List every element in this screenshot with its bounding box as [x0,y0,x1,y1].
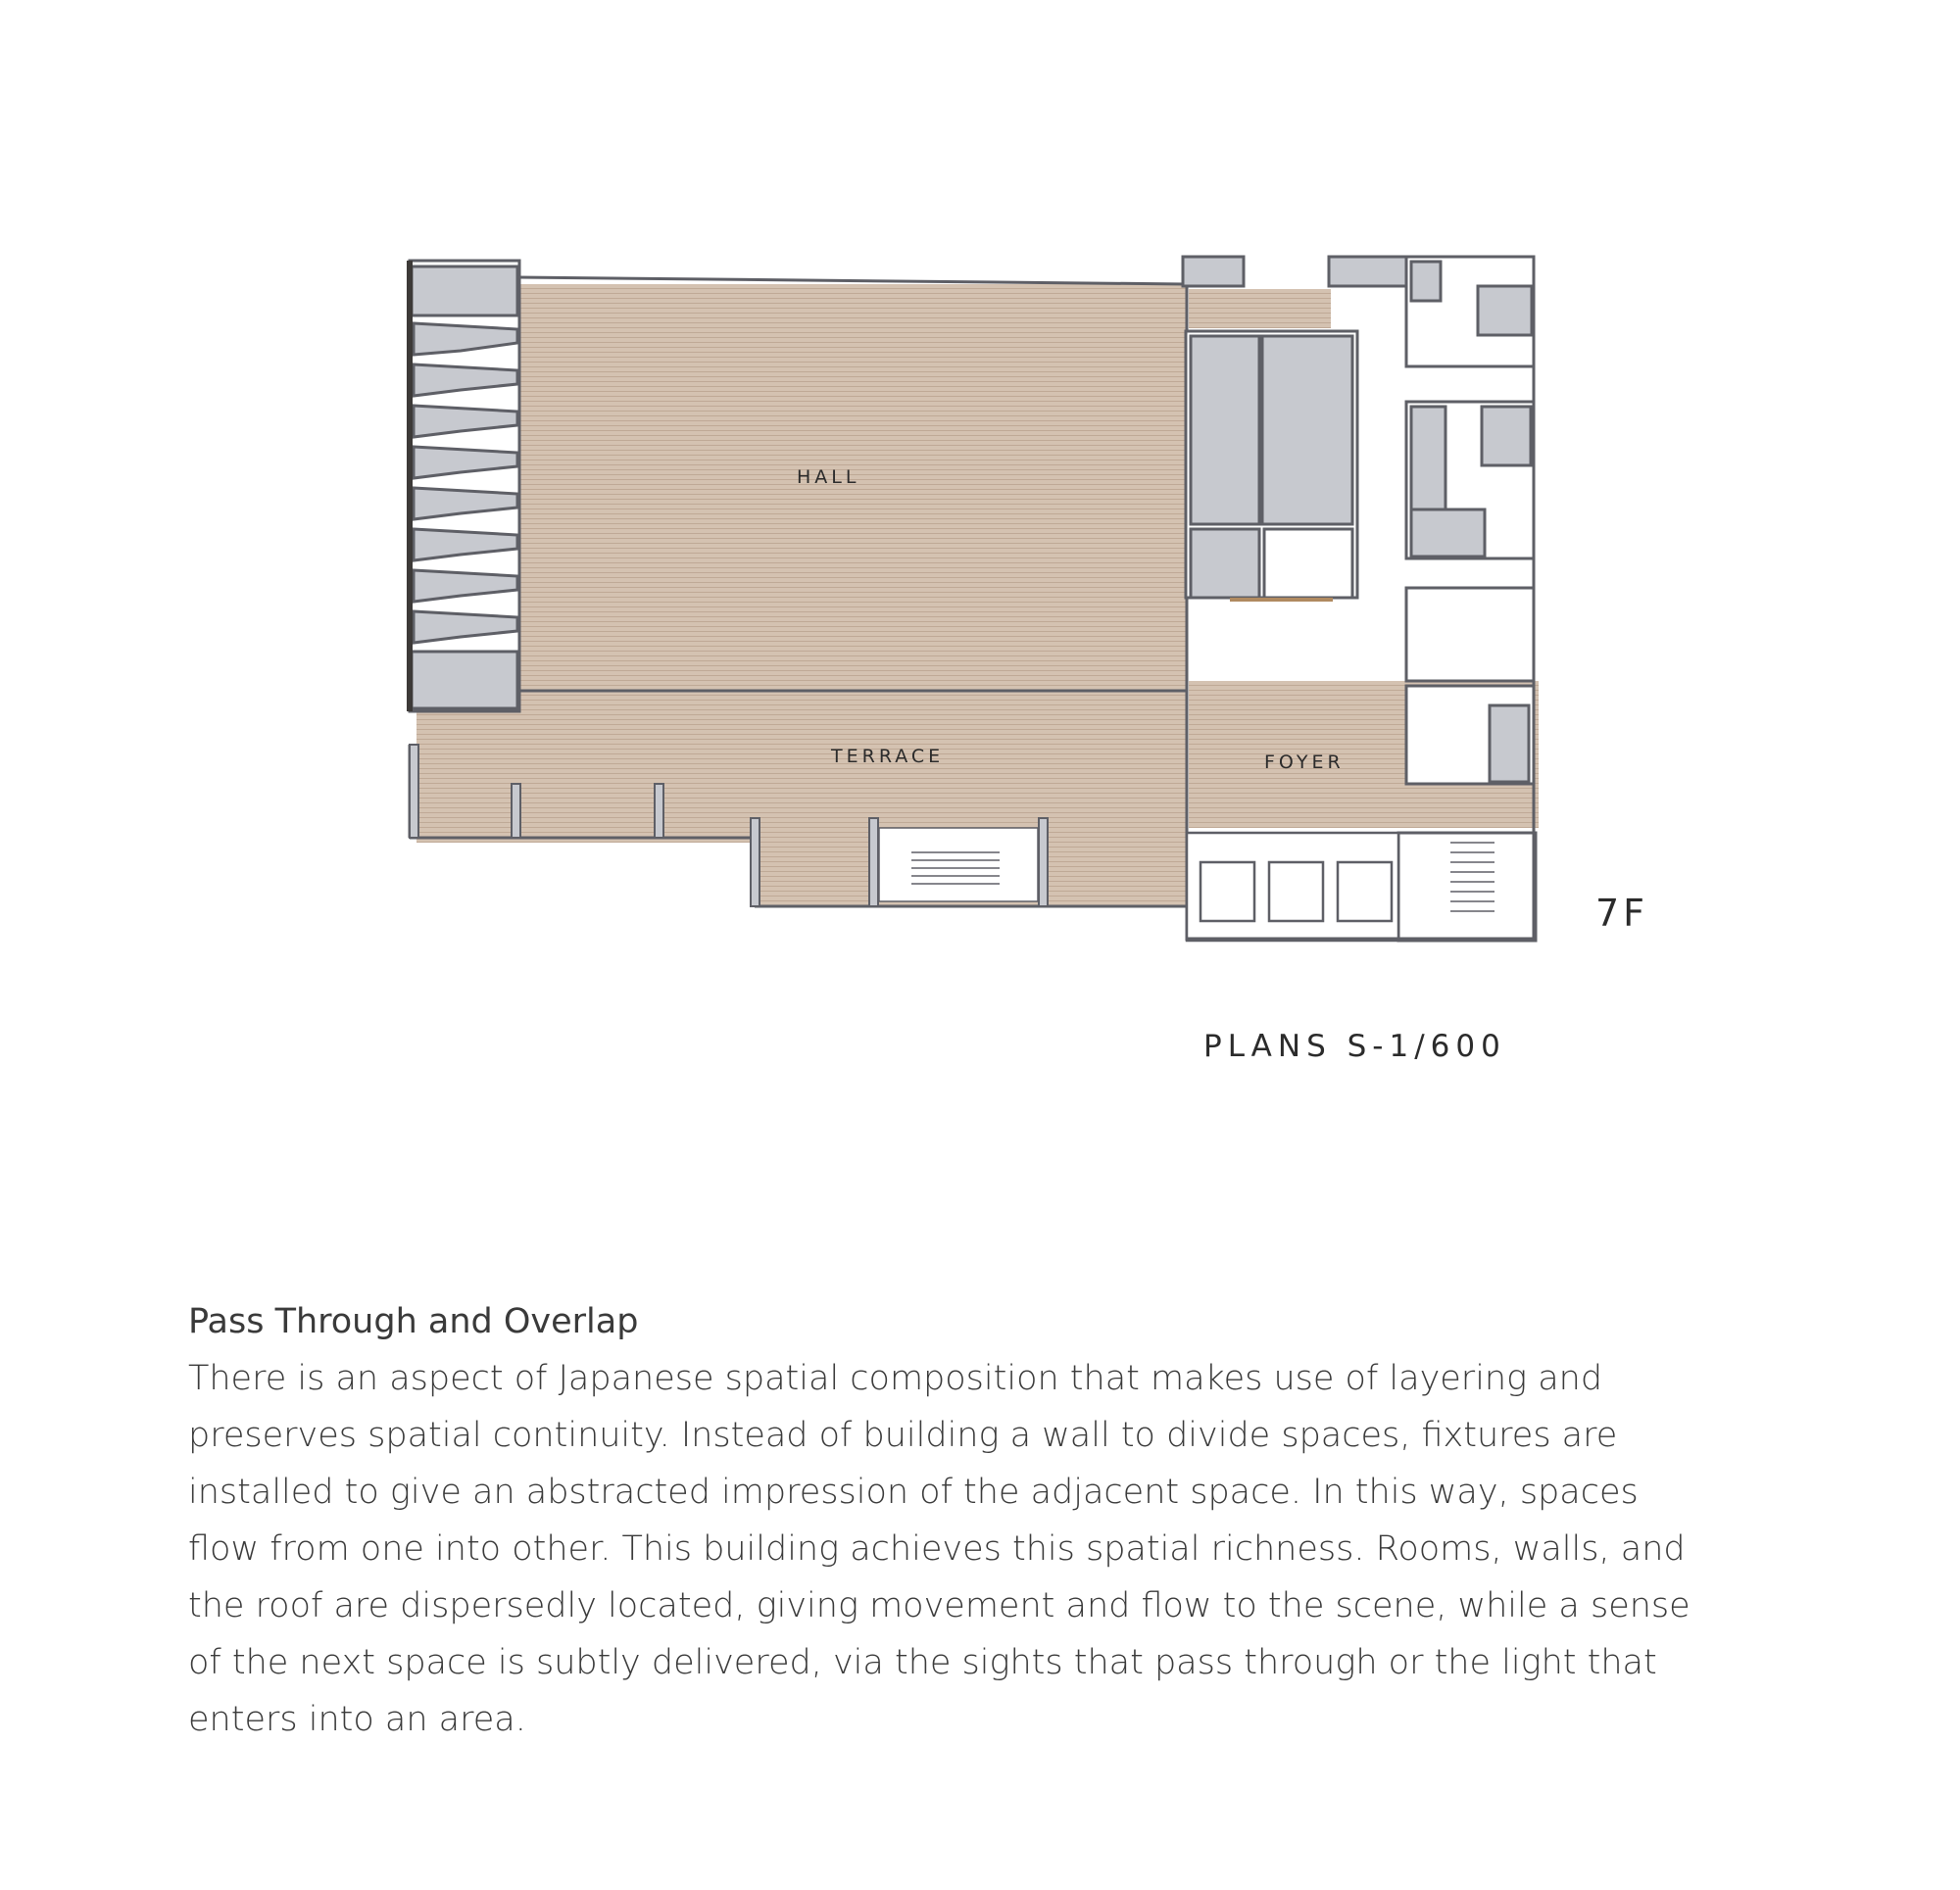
description-line: preserves spatial continuity. Instead of building a wall to divide spaces, fixtures are [188,1416,1618,1455]
description-line: installed to give an abstracted impression of the adjacent space. In this way, spaces [188,1473,1639,1512]
description-line: flow from one into other. This building achieves this spatial richness. Rooms, walls, and [188,1529,1686,1569]
terrace-label: TERRACE [831,746,945,767]
floor-label: 7F [1595,892,1649,935]
hall-label: HALL [797,466,860,488]
description [188,1293,1717,1748]
foyer-label: FOYER [1264,751,1345,773]
terrace-floor [416,696,1187,906]
description-line: There is an aspect of Japanese spatial composition that makes use of layering and [188,1359,1603,1398]
description-title: Pass Through and Overlap [188,1302,639,1341]
terrace-stair [879,828,1038,901]
description-line: of the next space is subtly delivered, via the sights that pass through or the light that [188,1643,1657,1682]
scale-label: PLANS S-1/600 [1203,1029,1506,1064]
description-body [188,1350,1717,1748]
description-line: the roof are dispersedly located, giving movement and flow to the scene, while a sense [188,1586,1690,1625]
west-wing [410,261,519,711]
hall-floor [517,284,1187,696]
description-line: enters into an area. [188,1700,526,1739]
east-wing [1398,257,1536,941]
